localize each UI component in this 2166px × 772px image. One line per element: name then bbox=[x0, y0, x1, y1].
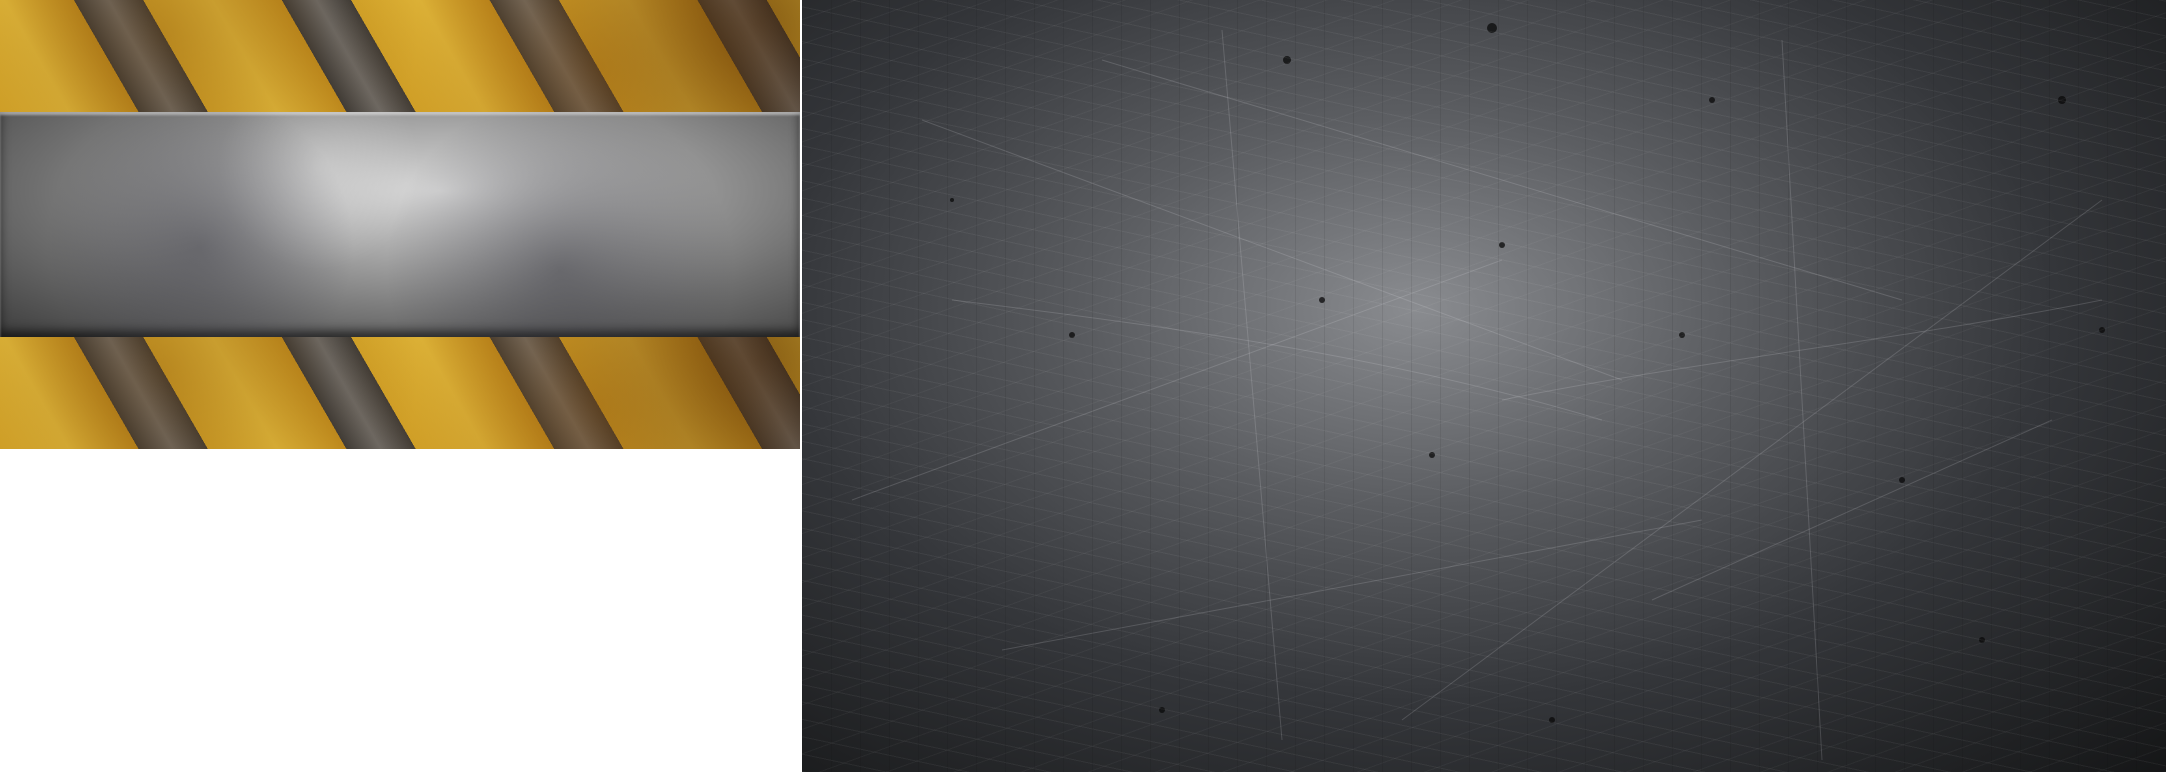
hazard-stripe-image bbox=[0, 0, 800, 449]
scratched-metal-image bbox=[802, 0, 2166, 772]
steel-plate bbox=[0, 112, 800, 337]
bottom-hazard-stripes bbox=[0, 337, 800, 449]
top-hazard-stripes bbox=[0, 0, 800, 112]
scratch-texture bbox=[802, 0, 2166, 772]
